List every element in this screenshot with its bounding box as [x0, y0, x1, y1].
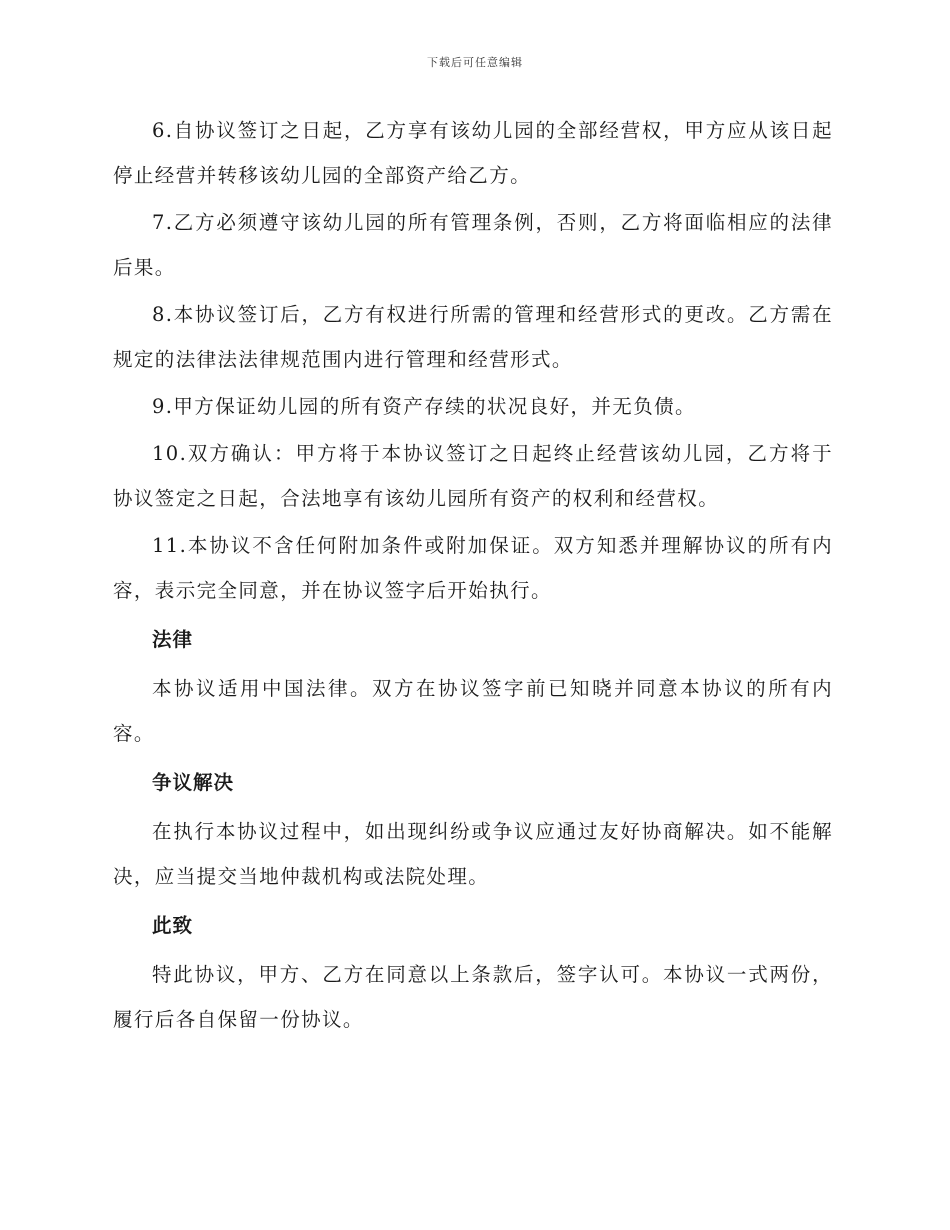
document-body: [113, 108, 833, 1044]
clause-10: 10.双方确认：甲方将于本协议签订之日起终止经营该幼儿园，乙方将于协议签定之日起，合法地享有该幼儿园所有资产的权利和经营权。: [113, 442, 833, 510]
section-body-closing: 特此协议，甲方、乙方在同意以上条款后，签字认可。本协议一式两份，履行后各自保留一份协议。: [113, 963, 833, 1031]
section-heading-law: 法律: [152, 628, 194, 651]
clause-9: 9.甲方保证幼儿园的所有资产存续的状况良好，并无负债。: [152, 395, 696, 418]
section-heading-dispute: 争议解决: [152, 771, 235, 794]
clause-11: 11.本协议不含任何附加条件或附加保证。双方知悉并理解协议的所有内容，表示完全同意，并在协议签字后开始执行。: [113, 534, 833, 602]
section-heading-closing: 此致: [152, 914, 194, 937]
clause-7: 7.乙方必须遵守该幼儿园的所有管理条例，否则，乙方将面临相应的法律后果。: [113, 211, 833, 279]
clause-8: 8.本协议签订后，乙方有权进行所需的管理和经营形式的更改。乙方需在规定的法律法法律规范围内进行管理和经营形式。: [113, 303, 833, 371]
section-body-dispute: 在执行本协议过程中，如出现纠纷或争议应通过友好协商解决。如不能解决，应当提交当地仲裁机构或法院处理。: [113, 820, 833, 888]
section-body-law: 本协议适用中国法律。双方在协议签字前已知晓并同意本协议的所有内容。: [113, 677, 833, 745]
clause-6: 6.自协议签订之日起，乙方享有该幼儿园的全部经营权，甲方应从该日起停止经营并转移该幼儿园的全部资产给乙方。: [113, 119, 833, 187]
page-header: 下载后可任意编辑: [427, 56, 523, 69]
